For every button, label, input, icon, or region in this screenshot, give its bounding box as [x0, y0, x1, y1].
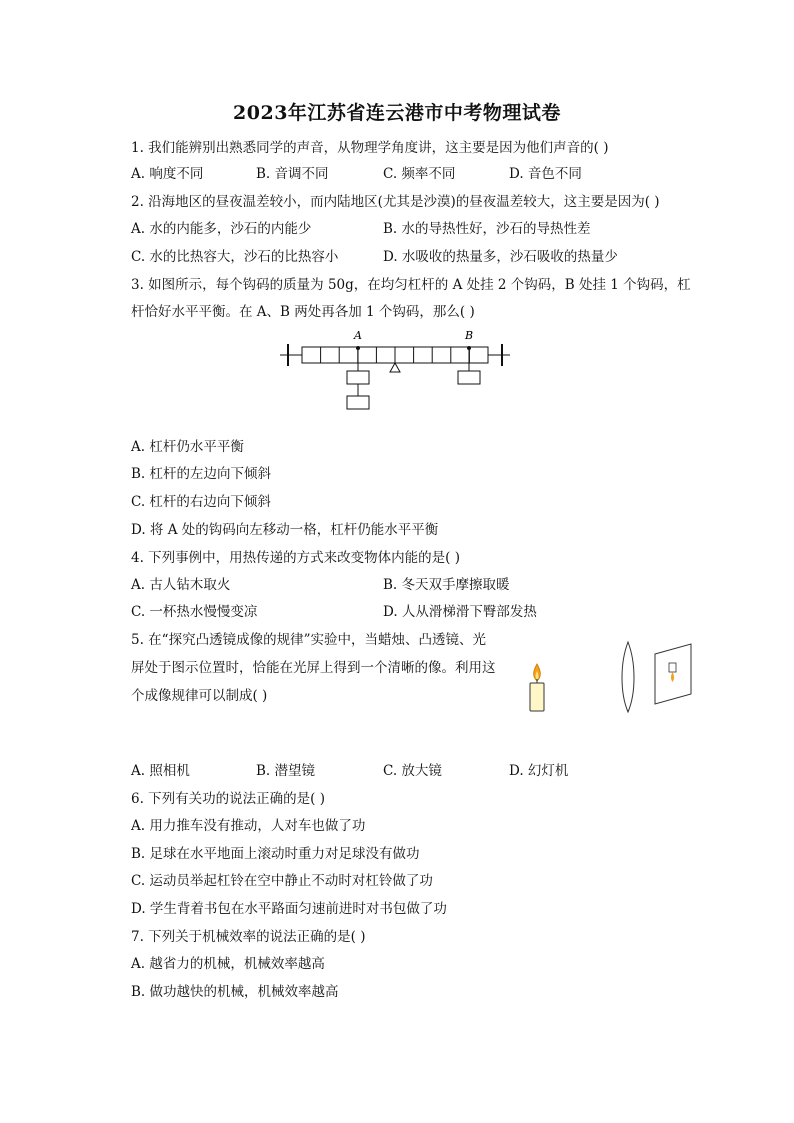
- q3-option-b: B. 杠杆的左边向下倾斜: [131, 466, 272, 482]
- q7-option-a: A. 越省力的机械，机械效率越高: [131, 956, 325, 972]
- q2-option-a: A. 水的内能多，沙石的内能少: [131, 221, 312, 237]
- label-point-b: B: [464, 329, 474, 342]
- q6-option-a: A. 用力推车没有推动，人对车也做了功: [131, 818, 366, 834]
- question-4-stem: 4. 下列事例中，用热传递的方式来改变物体内能的是( ): [131, 550, 460, 566]
- label-point-a: A: [354, 329, 362, 342]
- q1-option-d: D. 音色不同: [509, 166, 582, 182]
- question-6-stem: 6. 下列有关功的说法正确的是( ): [131, 791, 325, 807]
- q2-option-b: B. 水的导热性好，沙石的导热性差: [383, 221, 591, 237]
- question-1-stem: 1. 我们能辨别出熟悉同学的声音，从物理学角度讲，这主要是因为他们声音的( ): [131, 140, 609, 156]
- q5-option-b: B. 潜望镜: [256, 763, 316, 779]
- q5-option-a: A. 照相机: [131, 763, 190, 779]
- q6-option-d: D. 学生背着书包在水平路面匀速前进时对书包做了功: [131, 901, 447, 917]
- q6-option-b: B. 足球在水平地面上滚动时重力对足球没有做功: [131, 846, 420, 862]
- convex-lens-icon: [622, 642, 634, 712]
- fulcrum-triangle: [390, 363, 400, 372]
- q5-option-d: D. 幻灯机: [509, 763, 569, 779]
- question-2-stem: 2. 沿海地区的昼夜温差较小，而内陆地区(尤其是沙漠)的昼夜温差较大，这主要是因为( ): [131, 194, 660, 210]
- q1-option-a: A. 响度不同: [131, 166, 204, 182]
- q3-option-d: D. 将 A 处的钩码向左移动一格，杠杆仍能水平平衡: [131, 522, 439, 538]
- hook-weight-b1: [458, 371, 480, 384]
- q4-option-c: C. 一杯热水慢慢变凉: [131, 604, 258, 620]
- question-5-stem-line3: 个成像规律可以制成( ): [131, 688, 268, 704]
- question-3-stem-line2: 杆恰好水平平衡。在 A、B 两处再各加 1 个钩码，那么( ): [131, 304, 475, 320]
- question-5-stem-line2: 屏处于图示位置时，恰能在光屏上得到一个清晰的像。利用这: [131, 660, 496, 676]
- lever-bar: [302, 347, 488, 363]
- q7-option-b: B. 做功越快的机械，机械效率越高: [131, 984, 339, 1000]
- lever-diagram: [280, 326, 512, 416]
- hook-weight-a2: [347, 396, 369, 409]
- q1-option-c: C. 频率不同: [383, 166, 456, 182]
- hook-weight-a1: [347, 371, 369, 384]
- q1-option-b: B. 音调不同: [256, 166, 329, 182]
- page-title: 2023年江苏省连云港市中考物理试卷: [233, 102, 561, 124]
- q6-option-c: C. 运动员举起杠铃在空中静止不动时对杠铃做了功: [131, 873, 433, 889]
- question-7-stem: 7. 下列关于机械效率的说法正确的是( ): [131, 929, 366, 945]
- q5-option-c: C. 放大镜: [383, 763, 442, 779]
- question-5-stem-line1: 5. 在“探究凸透镜成像的规律”实验中，当蜡烛、凸透镜、光: [131, 632, 486, 648]
- q4-option-b: B. 冬天双手摩擦取暖: [383, 577, 510, 593]
- question-3-stem-line1: 3. 如图所示，每个钩码的质量为 50g，在均匀杠杆的 A 处挂 2 个钩码，B 处挂 1 个钩码，杠: [131, 277, 691, 293]
- q3-option-a: A. 杠杆仍水平平衡: [131, 439, 244, 455]
- q4-option-a: A. 古人钻木取火: [131, 577, 231, 593]
- q2-option-c: C. 水的比热容大，沙石的比热容小: [131, 249, 339, 265]
- q2-option-d: D. 水吸收的热量多，沙石吸收的热量少: [383, 249, 618, 265]
- q3-option-c: C. 杠杆的右边向下倾斜: [131, 494, 271, 510]
- lens-experiment-diagram: [522, 638, 698, 718]
- light-screen-icon: [655, 644, 691, 704]
- q4-option-d: D. 人从滑梯滑下臀部发热: [383, 604, 537, 620]
- candle-icon: [530, 664, 544, 711]
